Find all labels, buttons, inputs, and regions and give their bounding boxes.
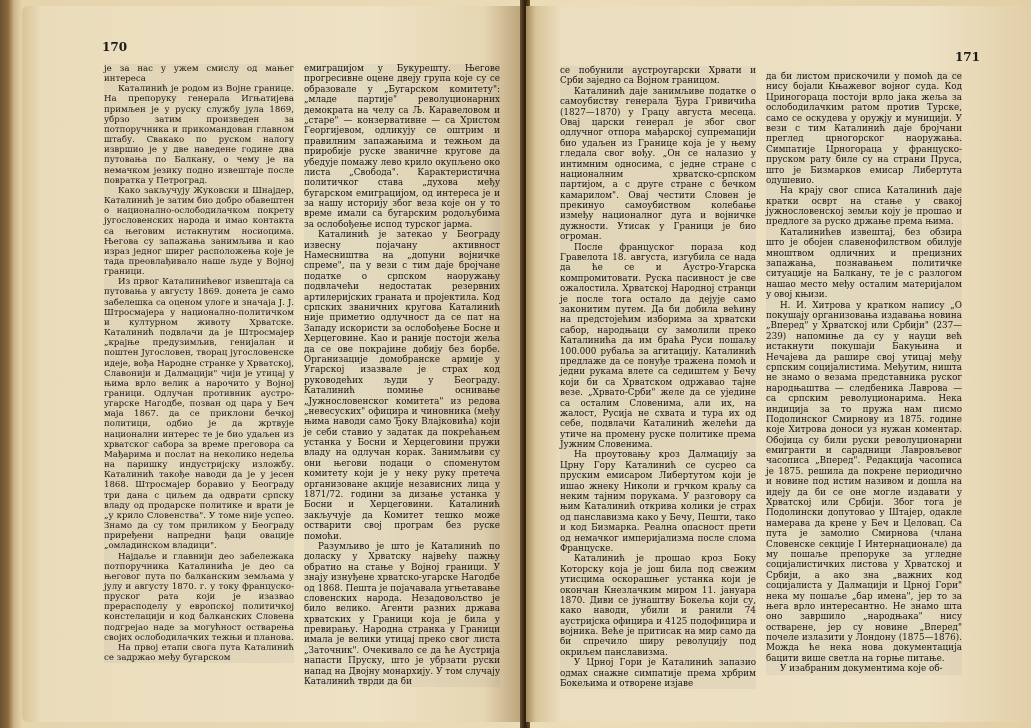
paragraph: се побунили аустроугарски Хрвати и Срби заједно са Војном границом.	[560, 66, 756, 87]
paragraph: На проутовању кроз Далмацију за Црну Гору Каталинић се сусрео са пруским емисаром Либертутом који је ишао жнеку Николи и грчком краљу са неким тајним порукама. У разговору са њим Каталинић открива колики је страх од панславизма како у Бечу, Пешти, тако и код Бизмарка. Реална опасност прети од немачког империјализма после слома Француске.	[560, 450, 756, 554]
paragraph: да би листом прискочили у помоћ да се нису бојали Књажевог војног суда. Код Цриногораца постоји врло јака жеља за ослободилачким ратом против Турске, само се оскудева у оружју и муницији. У вези с тим Каталинић даје бројчани преглед црногорског наоружања. Симпатије Црногораца у француско-пруском рату биле су на страни Пруса, што је Бизмарков емисар Либертута одушевио.	[766, 72, 962, 186]
paragraph: Каталинић је родом из Војне границе. На препоруку генерала Игњатијева примљен је у руску службу јула 1869, убрзо затим произведен за потпоручника и прикомандован главном штабу. Свакако по руском налогу извршио је у две наведене године два путовања по Балкану, о чему је на немачком језику подно извештаје после повратка у Петроград.	[104, 84, 294, 186]
right-page-column-2	[766, 72, 962, 675]
paragraph: Каталинић је прошао кроз Боку Которску која је још била под свежим утисцима оскорашњег устанка који је окончан Кнезлачким миром 11. јануара 1870. Диви се јунаштву Бокеља који су, како наводи, убили и ранили 74 аустријска официра и 4125 подофицира и војника. Веће је притисак на мир само да би спречило ширу револуцију под окриљем панславизма.	[560, 554, 756, 658]
left-page-column-2	[304, 64, 500, 687]
left-page-column-1	[104, 64, 294, 663]
paragraph: На крају свог списа Каталинић даје кратки осврт на стање у свакој јужнословенској земљи коју је прошао и предлоге за руско држање према њима.	[766, 186, 962, 228]
paragraph: Најдаље и главнији део забележака потпоручника Каталинића је део са његовог пута по балканским земљама у јулу и августу 1870. г. у току француско-пруског рата који је изазвао прерасподелу у европској политичкој констелацији и код балканских Словена подгрејао наде за могућност остварења својих ослободилачких тежњи и планова.	[104, 551, 294, 643]
right-page-number: 171	[954, 50, 980, 64]
paragraph: Разумљиво је што је Каталинић по доласку у Хрватску највећу пажњу обратио на стање у Војној граници. У знају изнуђене хрватско-угарске Нагодбе од 1868. Пешта је појачавала угњетавање словенских народа. Незадовољство је било велико. Агенти разних држава хрватских у Граници која је била у превирању. Народна странка у Граници имала је велики утицај преко свог листа „Заточник". Очекивало се да ће Аустрија напасти Пруску, што је убрзати руски напад на Двојну монархију. У том случају Каталинић тврди да би	[304, 541, 500, 688]
right-page	[526, 6, 1026, 722]
paragraph: је за нас у ужем смислу од мањег интереса	[104, 64, 294, 85]
paragraph: После француског пораза код Гравелота 18. августа, изгубила се нада да ће се и Аустро-Угарска компромитовати. Руска пасивност је све ожалостила. Хрватској Народној странци је после тога остало да дејује само законитим путем. Да би добила већину на предстојећим изборима за хрватски сабор, народњаци су замолили преко Каталинића да им браћа Руси пошаљу 100.000 рубаља за агитацију. Каталинић предлаже да се понуђе тражена помоћ и једни рукама влете са седиштем у Бечу који би са Хрватском одржавао тајне везе. „Хрвато-Срби" желе да се уједине са осталим Словенима, али их, на жалост, Русија не схвата и тура их од себе, подвлачи Каталинић желећи да утиче на промену руске политике према Јужним Словенима.	[560, 242, 756, 451]
paragraph: На првој етапи свога пута Каталинић се задржао међу бугарском	[104, 642, 294, 664]
paragraph: Каталинић даје занимљиве податке о самоубиству генерала Ђура Гривичића (1827—1870) у Грацу августа месеца. Овај царски генерал је због свог одлучног отпора мађарској супремацији био удаљен из Границе која је у њему гледала свог вођу. „Он се налазио у интимним односима, с једне стране с националним хрватско-српском партијом, а с друге стране с бечком камарилом". Овај честити Словен је прекинуо самоубиством колебање између националног дуга и војничке дужности. Утисак у Граници је био огроман.	[560, 86, 756, 243]
paragraph: Из првог Каталинићевог извештаја са путовања у августу 1869. донета је само забелешка са оценом улоге и значаја Ј. Ј. Штросмајера у национално-политичком и културном животу Хрватске. Каталинић подвлачи да је Штросмајер „крајње предузимљив, генијалан и поштен Југословен, творац југословенске идеје, вођа Народне странке у Хрватској, Славонији и Далмацији" чији је утицај у њима врло велик а нарочито у Војној граници. Одлучан противник аустро-угарске Нагодбе, позван од цара у Беч маја 1867. да се приклони бечкој политици, одбио је да жртвује национални интерес те је био удаљен из хрватског сабора за време преговора са Мађарима и послат на неколико недеља на паришку индустријску изложбу. Каталинић такође наводи да је у јесен 1868. Штросмајер боравио у Београду три дана с циљем да одврати српску владу од продарске политике и врати је „у крило Словенства". У томе није успео. Знамо да су том приликом у Београду приређени напредни ђаци овације „омладинском владици".	[104, 277, 294, 552]
paragraph: Каталинић је затекао у Београду извесну појачану активност Намесништва на „допуни војничке спреме", па у вези с тим даје бројчане податке о српском наоружању подвлачећи недостатак резервних артилеријских граната и пројектила. Код српских званичних кругова Каталинић није приметио одлучност да се пат на Западу искористи за ослобођење Босне и Херцеговине. Као и раније постоји жеља да се ове покрајине добију без борбе. Организације домобранске армије у Угарској изазвале је страх код руководећих људи у Београду. Каталинић помиње оснивање „Јужнословенског комитета" из редова „невесуских" официра и чиновника (међу њима наводи само Ђоку Влајковића) који је себи ставио у задатак да покрећањем устанка у Босни и Херцеговини пружи владу на одлучан корак. Занимљиви су они његови подаци о споменутом комитету који је у неку руку претеча организоване акције независних лица у 1871/72. години за дизање устанка у Босни и Херцеговини. Каталинић закључује да Комитет тешко може остварити свој програм без руске помоћи.	[304, 230, 500, 542]
paragraph: Н. И. Хитрова у кратком напису „О покушају организовања издавања новина „Вперед" у Хрватској или Србији" (237—239) напомиње да су у науци већ истакнути покушаји Бакуњина и Нечајева да рашире свој утицај међу српским социјалистима. Међутим, ништа не знамо о везама представника руског народњаштва — следбеника Лаврова — са српским револуционарима. Нека индиција за то пружа нам писмо Подолинског Смирнову из 1875. године које Хитрова доноси уз нужан коментар. Обојица су били руски револуционарни емигранти и сарадници Лавровљевог часописа „Вперед". Редакција часописа је 1875. решила да покрене периодично и новине под истим називом и дошла на идеју да би се оне могле издавати у Хрватској или Србији. Због тога је Подолински допутовао у Штајер, одакле намерава да крене у Беч и Целовац. Са пута је замолио Смирнова (члана Словенске секције I Интернационале) да му пошаље препоруке за угледне социјалистичких листова у Хрватској и Србији, а ако зна „важних код социјалиста у Далмацији и Црној Гори" нека му пошаље „бар имена", јер то за њега врло интересантно. Не знамо шта оно завршило „народњака" нису остварене, јер су новине „Вперед" почеле излазити у Лондону (1875—1876). Можда ће нека нова документација бацити више светла на горње питање.	[766, 300, 962, 664]
left-page	[22, 6, 524, 722]
paragraph: Каталинићев извештај, без обзира што је обојен славенофилством обилује мноштвом одличних и прецизних запажања, познавањем политичке ситуације на Балкану, те је с разлогом нашао место међу осталим материјалом у овој књизи.	[766, 227, 962, 301]
paragraph: Како закључују Жуковски и Шнајдер, Каталинић је затим био добро обавештен о национално-ослободилачком покрету југословенских народа и имао контакта са његовим истакнутим носиоцима. Његова су запажања занимљива и као израз једног ширег расположења које је тада преовлађивало наше људе у Војној граници.	[104, 185, 294, 278]
left-page-number: 170	[102, 40, 128, 54]
right-page-column-1	[560, 66, 756, 689]
paragraph: У изабраним документима које об-	[780, 664, 943, 675]
paragraph: емиграцијом у Букурешту. Његове прогресивне оцене двеју група које су се образовале у „Бугарском комитету": „младе партије" револуционарних демократа на челу са Љ. Каравеловом и „старе" — конзервативне — са Христом Георгијевом, одликују се оштрим и правилним запажањима и тежњом да приробије руске званичне кругове да убедује помажу лево крило окупљено око листа „Свобода". Карактеристична политичког става „духова међу бугарском емиграцијом, од интереса је и за нашу историју због веза које он у то време имали са бугарским родољубима за ослобођење испод турског јарма.	[304, 64, 500, 230]
paragraph: У Црној Гори је Каталинић запазио одмах снажне симпатије према хрбрим Бокељима и отворене изјаве	[560, 658, 756, 690]
